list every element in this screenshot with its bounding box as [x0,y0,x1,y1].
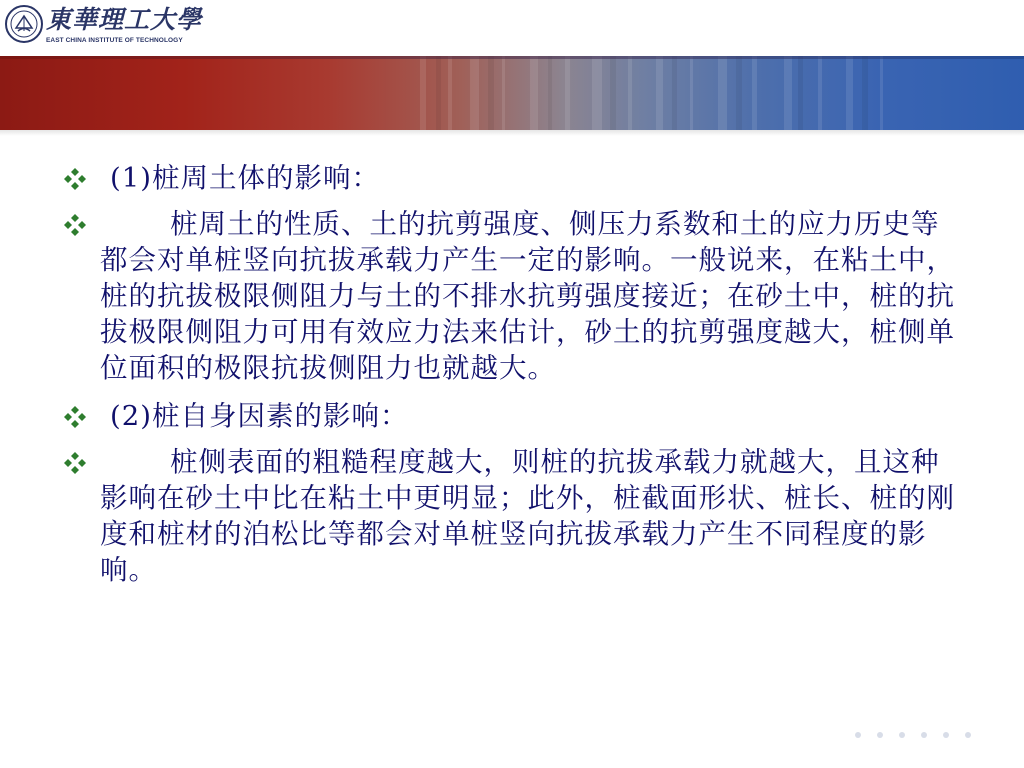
diamond-bullet-icon [62,166,88,192]
heading-text: (1)桩周土体的影响： [110,162,380,194]
bullet-paragraph-1 [60,206,960,386]
paragraph-text: 桩周土的性质、土的抗剪强度、侧压力系数和土的应力历史等都会对单桩竖向抗拔承载力产生一定的影响。一般说来，在粘土中，桩的抗拔极限侧阻力与土的不排水抗剪强度接近；在砂土中，桩的抗拔极限侧阻力可用有效应力法来估计，砂土的抗剪强度越大，桩侧单位面积的极限抗拔侧阻力也就越大。 [100,208,955,384]
bullet-heading-2 [60,398,960,434]
diamond-bullet-icon [62,212,88,238]
logo-name-english: EAST CHINA INSTITUTE OF TECHNOLOGY [46,37,183,44]
bullet-heading-1 [60,160,960,196]
banner-shadow [0,130,1024,136]
diamond-bullet-icon [62,404,88,430]
logo-name-chinese: 東華理工大學 [46,5,203,34]
banner-top-edge [0,56,1024,59]
decorative-dots [850,728,980,742]
slide-content [60,160,960,588]
slide-header [0,0,1024,56]
heading-text: (2)桩自身因素的影响： [110,400,409,432]
university-logo [4,4,203,48]
diamond-bullet-icon [62,450,88,476]
banner-stripes [400,56,920,130]
paragraph-text: 桩侧表面的粗糙程度越大，则桩的抗拔承载力就越大，且这种影响在砂土中比在粘土中更明显；此外，桩截面形状、桩长、桩的刚度和桩材的泊松比等都会对单桩竖向抗拔承载力产生不同程度的影响。 [100,446,955,586]
bullet-paragraph-2 [60,444,960,588]
university-seal-icon [4,4,44,44]
